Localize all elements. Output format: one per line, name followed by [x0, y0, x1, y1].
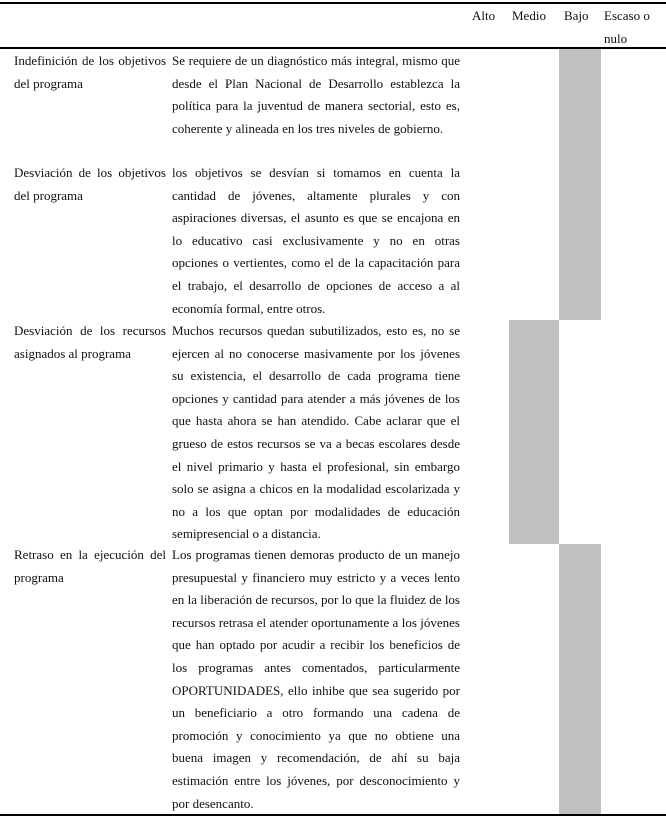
level-cell-medio: [509, 320, 559, 544]
factor-cell: Desviación de los recursos asignados al programa: [14, 323, 166, 361]
table-header: [0, 4, 666, 49]
level-cell-alto: [468, 49, 508, 162]
level-cell-medio: [509, 162, 559, 320]
level-cell-medio: [509, 544, 559, 814]
table-row: [0, 49, 666, 162]
factor-cell: Indefinición de los objetivos del programa: [14, 53, 166, 91]
level-cell-bajo: [559, 544, 601, 814]
level-cell-alto: [468, 320, 508, 544]
header-medio: Medio: [512, 8, 546, 23]
level-cell-medio: [509, 49, 559, 162]
table-row: [0, 162, 666, 320]
table-body: [0, 49, 666, 814]
table-row: [0, 544, 666, 814]
level-cell-escaso-o-nulo: [601, 162, 661, 320]
level-cell-bajo: [559, 162, 601, 320]
description-cell: Muchos recursos quedan subutilizados, esto es, no se ejercen al no conocerse masivamente por los jóvenes su existencia, el desarrollo de cada programa tiene opciones y cantidad para atender a más jóvenes de los que hasta ahora se han atendido. Cabe aclarar que el grueso de estos recursos se va a becas escolares desde el nivel primario y hasta el profesional, sin embargo solo se asigna a chicos en la modalidad escolarizada y no a los que optan por modalidades de educación semipresencial o a distancia.: [172, 323, 460, 542]
level-cell-bajo: [559, 49, 601, 162]
level-cell-escaso-o-nulo: [601, 544, 661, 814]
header-bajo: Bajo: [564, 8, 589, 23]
level-cell-escaso-o-nulo: [601, 49, 661, 162]
factor-cell: Retraso en la ejecución del programa: [14, 547, 166, 585]
evaluation-table: [0, 2, 666, 816]
description-cell: Los programas tienen demoras producto de un manejo presupuestal y financiero muy estricto y a veces lento en la liberación de recursos, por lo que la fluidez de los recursos retrasa el atender oportunamente a los jóvenes que han optado por acudir a recibir los beneficios de los programas antes comentados, particularmente OPORTUNIDADES, ello inhibe que sea sugerido por un beneficiario a otro formando una cadena de promoción y conocimiento ya que no obtiene una buena imagen y recomendación, de ahí su baja estimación entre los jóvenes, por desconocimiento y por desencanto.: [172, 547, 460, 811]
table-row: [0, 320, 666, 544]
header-escaso-nulo: Escaso o nulo: [604, 8, 650, 46]
header-alto: Alto: [472, 8, 496, 23]
level-cell-alto: [468, 544, 508, 814]
description-cell: Se requiere de un diagnóstico más integral, mismo que desde el Plan Nacional de Desarrollo establezca la política para la juventud de manera sectorial, esto es, coherente y alineada en los tres niveles de gobierno.: [172, 53, 460, 136]
level-cell-escaso-o-nulo: [601, 320, 661, 544]
description-cell: los objetivos se desvían si tomamos en cuenta la cantidad de jóvenes, altamente plurales y con aspiraciones diversas, el asunto es que se encajona en lo educativo casi exclusivamente y no en otras opciones o vertientes, como el de la capacitación para el trabajo, el desarrollo de opciones de acceso a al economía formal, entre otros.: [172, 165, 460, 316]
factor-cell: Desviación de los objetivos del programa: [14, 165, 166, 203]
level-cell-bajo: [559, 320, 601, 544]
level-cell-alto: [468, 162, 508, 320]
